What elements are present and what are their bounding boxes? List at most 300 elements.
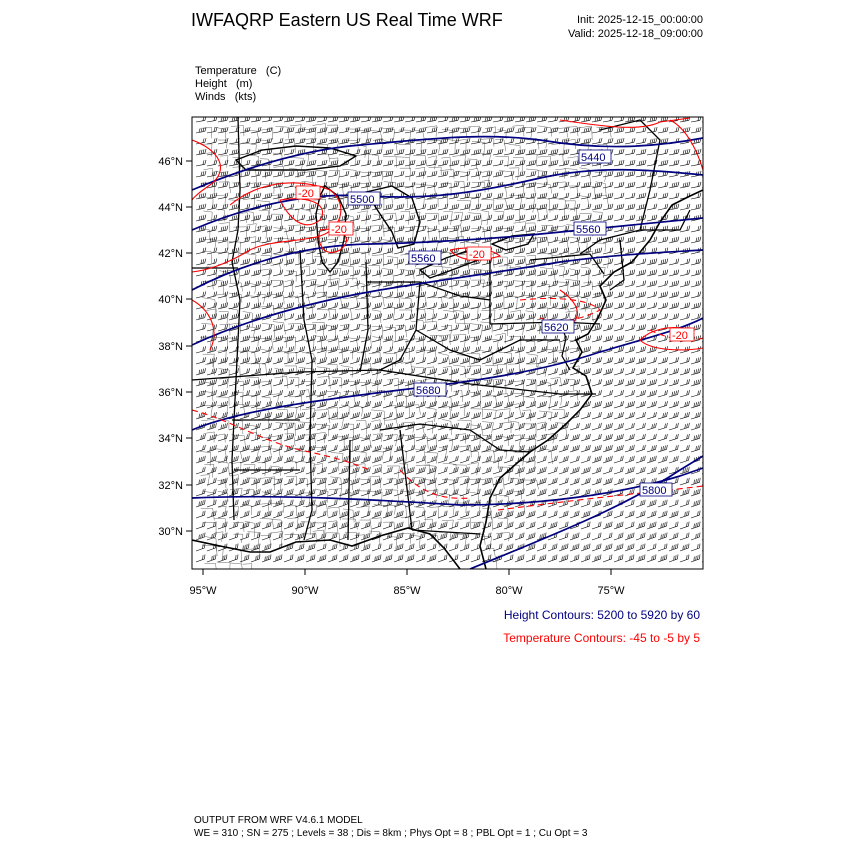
wind-barb [624, 313, 636, 320]
wind-barb [349, 401, 361, 408]
county-line [383, 522, 394, 530]
wind-barb [690, 368, 702, 375]
wind-barb [437, 226, 449, 232]
wind-barb [525, 149, 537, 155]
wind-barb [492, 160, 504, 166]
wind-barb [239, 215, 251, 221]
wind-barb [536, 456, 548, 463]
wind-barb [393, 291, 405, 298]
wind-barb [283, 171, 295, 177]
wind-barb [635, 357, 647, 364]
wind-barb [602, 204, 614, 210]
wind-barb [547, 160, 559, 166]
wind-barb [569, 467, 581, 474]
wind-barb [239, 379, 251, 386]
wind-barb [503, 456, 515, 463]
wind-barb [426, 478, 438, 485]
wind-barb [371, 412, 383, 419]
wind-barb [635, 127, 647, 133]
county-line [527, 354, 537, 367]
wind-barb [338, 127, 350, 133]
wind-barb [250, 357, 262, 364]
wind-barb [327, 346, 339, 353]
wind-barb [690, 390, 702, 397]
wind-barb [426, 302, 438, 309]
lon-label: 80°W [495, 585, 523, 597]
wind-barb [305, 544, 317, 551]
wind-barb [514, 248, 526, 254]
county-line [457, 420, 471, 433]
wind-barb [580, 215, 592, 221]
wind-barb [591, 544, 603, 551]
wind-barb [316, 160, 328, 166]
wind-barb [668, 434, 680, 441]
wind-barb [569, 280, 581, 287]
wind-barb [382, 313, 394, 320]
wind-barb [316, 401, 328, 408]
wind-barb [316, 390, 328, 397]
wind-barb [668, 149, 680, 155]
wind-barb [492, 280, 504, 287]
wind-barb [426, 291, 438, 298]
county-line [596, 182, 607, 197]
county-line [414, 507, 426, 521]
wind-barb [690, 204, 702, 210]
wind-barb [701, 500, 713, 507]
wind-barb [536, 127, 548, 133]
wind-barb [525, 171, 537, 177]
wind-barb [239, 500, 251, 507]
wind-barb [635, 324, 647, 331]
wind-barb [404, 291, 416, 298]
wind-barb [437, 456, 449, 463]
wind-barb [239, 390, 251, 397]
wind-barb [690, 270, 702, 276]
wind-barb [327, 478, 339, 485]
wind-barb [635, 445, 647, 452]
wind-barb [217, 248, 229, 254]
wind-barb [316, 456, 328, 463]
wind-barb [327, 489, 339, 496]
wind-barb [338, 500, 350, 507]
wind-barb [239, 357, 251, 364]
county-line [373, 451, 384, 460]
wind-barb [503, 357, 515, 364]
wind-barb [239, 456, 251, 463]
wind-barb [701, 533, 713, 540]
wind-barb [338, 412, 350, 419]
county-line [387, 479, 398, 489]
wind-barb [690, 237, 702, 243]
wind-barb [657, 259, 669, 265]
wind-barb [503, 127, 515, 133]
wind-barb [602, 533, 614, 540]
wind-barb [503, 423, 515, 430]
wind-barb [624, 291, 636, 298]
wind-barb [602, 390, 614, 397]
wind-barb [657, 379, 669, 386]
wind-barb [217, 467, 229, 474]
wind-barb [459, 434, 471, 441]
wind-barb [349, 500, 361, 507]
wind-barb [481, 500, 493, 507]
wind-barb [657, 160, 669, 166]
wind-barb [338, 379, 350, 386]
county-line [345, 278, 358, 289]
county-line [203, 211, 212, 222]
county-line [274, 228, 288, 239]
wind-barb [525, 478, 537, 485]
wind-barb [371, 434, 383, 441]
wind-barb [206, 445, 218, 452]
wind-barb [492, 215, 504, 221]
wind-barb [349, 489, 361, 496]
wind-barb [371, 127, 383, 133]
wind-barb [415, 204, 427, 210]
height-label: 5500 [350, 194, 375, 206]
county-line [289, 378, 299, 388]
wind-barb [580, 478, 592, 485]
county-line [481, 210, 489, 225]
wind-barb [591, 456, 603, 463]
wind-barb [404, 215, 416, 221]
wind-barb [525, 182, 537, 188]
wind-barb [382, 248, 394, 254]
county-line [498, 324, 508, 336]
wind-barb [470, 456, 482, 463]
wind-barb [272, 259, 284, 265]
wind-barb [228, 390, 240, 397]
wind-barb [349, 522, 361, 529]
wind-barb [668, 544, 680, 551]
wind-barb [250, 533, 262, 540]
wind-barb [668, 357, 680, 364]
wind-barb [569, 313, 581, 320]
wind-barb [382, 544, 394, 551]
wind-barb [360, 500, 372, 507]
wind-barb [360, 456, 372, 463]
wind-barb [382, 511, 394, 518]
wind-barb [613, 456, 625, 463]
county-line [215, 280, 224, 295]
wind-barb [426, 368, 438, 375]
wind-barb [580, 270, 592, 276]
wind-barb [305, 160, 317, 166]
wind-barb [448, 445, 460, 452]
wind-barb [679, 412, 691, 419]
wind-barb [503, 511, 515, 518]
wind-barb [591, 500, 603, 507]
wind-barb [283, 390, 295, 397]
wind-barb [437, 533, 449, 540]
wind-barb [613, 467, 625, 474]
wind-barb [393, 171, 405, 177]
county-line [372, 310, 381, 323]
wind-barb [679, 313, 691, 320]
wind-barb [536, 489, 548, 496]
wind-barb [558, 478, 570, 485]
wind-barb [580, 555, 592, 562]
county-line [288, 323, 301, 331]
wind-barb [206, 291, 218, 298]
wind-barb [371, 522, 383, 529]
wind-barb [437, 555, 449, 562]
wind-barb [261, 171, 273, 177]
wind-barb [371, 346, 383, 353]
wind-barb [536, 555, 548, 562]
wind-barb [668, 280, 680, 287]
wind-barb [448, 313, 460, 320]
wind-barb [283, 138, 295, 144]
wind-barb [657, 445, 669, 452]
wind-barb [635, 346, 647, 353]
wind-barb [657, 237, 669, 243]
county-line [369, 518, 381, 527]
wind-barb [514, 302, 526, 309]
wind-barb [217, 226, 229, 232]
wind-barb [635, 171, 647, 177]
wind-barb [668, 555, 680, 562]
wind-barb [657, 149, 669, 155]
wind-barb [558, 467, 570, 474]
wind-barb [250, 555, 262, 562]
wind-barb [514, 160, 526, 166]
wind-barb [558, 511, 570, 518]
county-line [245, 377, 259, 388]
wind-barb [459, 555, 471, 562]
wind-barb [371, 445, 383, 452]
wind-barb [195, 478, 207, 485]
wind-barb [272, 127, 284, 133]
county-line [271, 531, 283, 544]
wind-barb [613, 412, 625, 419]
county-line [234, 351, 248, 360]
wind-barb [393, 335, 405, 342]
wind-barb [591, 533, 603, 540]
wind-barb [536, 182, 548, 188]
wind-barb [624, 204, 636, 210]
wind-barb [668, 500, 680, 507]
wind-barb [624, 544, 636, 551]
wind-barb [294, 270, 306, 276]
wind-barb [514, 533, 526, 540]
wind-barb [679, 302, 691, 309]
wind-barb [360, 489, 372, 496]
wind-barb [294, 280, 306, 287]
county-line [537, 339, 548, 352]
county-line [425, 408, 436, 422]
wind-barb [349, 237, 361, 243]
wind-barb [646, 500, 658, 507]
wind-barb [195, 149, 207, 155]
wind-barb [338, 555, 350, 562]
wind-barb [580, 445, 592, 452]
county-line [200, 391, 213, 401]
wind-barb [426, 324, 438, 331]
wind-barb [492, 149, 504, 155]
county-line [416, 349, 425, 358]
wind-barb [558, 368, 570, 375]
wind-barb [679, 423, 691, 430]
wind-barb [635, 511, 647, 518]
wind-barb [206, 434, 218, 441]
wind-barb [635, 555, 647, 562]
wind-barb [239, 445, 251, 452]
county-line [354, 252, 365, 263]
wind-barb [646, 368, 658, 375]
wind-barb [635, 423, 647, 430]
height-label: 5560 [411, 253, 436, 265]
wind-barb [448, 204, 460, 210]
wind-barb [217, 390, 229, 397]
wind-barb [613, 335, 625, 342]
wind-barb [580, 237, 592, 243]
wind-barb [239, 138, 251, 144]
wind-barb [349, 357, 361, 364]
wind-barb [657, 204, 669, 210]
wind-barb [646, 412, 658, 419]
wind-barb [239, 346, 251, 353]
wind-barb [404, 160, 416, 166]
wind-barb [327, 160, 339, 166]
wind-barb [217, 511, 229, 518]
wind-barb [327, 533, 339, 540]
height-label: 5560 [576, 224, 601, 236]
county-line [481, 138, 494, 146]
wind-barb [624, 511, 636, 518]
wind-barb [228, 313, 240, 320]
wind-barb [360, 138, 372, 144]
wind-barb [547, 204, 559, 210]
wind-barb [195, 533, 207, 540]
wind-barb [646, 291, 658, 298]
wind-barb [349, 171, 361, 177]
wind-barb [657, 127, 669, 133]
wind-barb [349, 346, 361, 353]
county-line [341, 265, 354, 280]
wind-barb [481, 544, 493, 551]
wind-barb [305, 171, 317, 177]
wind-barb [481, 149, 493, 155]
wind-barb [569, 511, 581, 518]
wind-barb [536, 434, 548, 441]
wind-barb [558, 302, 570, 309]
wind-barb [217, 149, 229, 155]
wind-barb [646, 467, 658, 474]
wind-barb [459, 280, 471, 287]
model-output-line: OUTPUT FROM WRF V4.6.1 MODEL [194, 815, 363, 826]
wind-barb [305, 226, 317, 232]
county-line [509, 168, 519, 180]
county-line [316, 478, 326, 489]
wind-barb [646, 511, 658, 518]
wind-barb [569, 434, 581, 441]
wind-barb [327, 500, 339, 507]
wind-barb [547, 149, 559, 155]
wind-barb [239, 335, 251, 342]
county-line [513, 503, 525, 514]
wind-barb [657, 467, 669, 474]
wind-barb [195, 467, 207, 474]
wind-barb [250, 379, 262, 386]
wind-barb [195, 401, 207, 408]
wind-barb [294, 544, 306, 551]
wind-barb [690, 434, 702, 441]
wind-barb [349, 127, 361, 133]
wind-barb [371, 478, 383, 485]
county-line [579, 168, 590, 182]
county-line [315, 410, 330, 423]
wind-barb [305, 280, 317, 287]
wind-barb [580, 434, 592, 441]
wind-barb [503, 171, 515, 177]
county-line [218, 140, 227, 148]
wind-barb [239, 302, 251, 309]
wind-barb [437, 171, 449, 177]
county-line [455, 139, 466, 150]
wind-barb [547, 270, 559, 276]
wind-barb [272, 511, 284, 518]
wind-barb [283, 533, 295, 540]
county-line [469, 502, 480, 511]
wind-barb [481, 204, 493, 210]
wind-barb [206, 248, 218, 254]
wind-barb [415, 522, 427, 529]
wind-barb [316, 280, 328, 287]
wind-barb [459, 335, 471, 342]
wind-barb [635, 270, 647, 276]
wind-barb [459, 467, 471, 474]
wind-barb [206, 324, 218, 331]
wind-barb [206, 511, 218, 518]
wind-barb [492, 357, 504, 364]
wind-barb [338, 280, 350, 287]
wind-barb [206, 467, 218, 474]
wind-barb [437, 127, 449, 133]
temperature-contour-info: Temperature Contours: -45 to -5 by 5 [503, 631, 700, 645]
wind-barb [668, 270, 680, 276]
wind-barb [294, 357, 306, 364]
wind-barb [657, 533, 669, 540]
county-line [229, 475, 238, 486]
wind-barb [679, 555, 691, 562]
wind-barb [635, 379, 647, 386]
wind-barb [448, 324, 460, 331]
wind-barb [613, 215, 625, 221]
wind-barb [283, 335, 295, 342]
wind-barb [492, 335, 504, 342]
wind-barb [360, 478, 372, 485]
wind-barb [679, 270, 691, 276]
wind-barb [492, 291, 504, 298]
wind-barb [701, 544, 713, 551]
height-label: 5680 [416, 385, 441, 397]
wind-barb [261, 533, 273, 540]
wind-barb [492, 171, 504, 177]
wind-barb [514, 270, 526, 276]
wind-barb [657, 280, 669, 287]
wind-barb [701, 555, 713, 562]
wind-barb [591, 291, 603, 298]
wind-barb [415, 467, 427, 474]
wind-barb [217, 379, 229, 386]
wind-barb [635, 544, 647, 551]
county-line [328, 507, 341, 520]
county-line [453, 365, 466, 378]
wind-barb [206, 149, 218, 155]
wind-barb [492, 412, 504, 419]
wind-barb [338, 445, 350, 452]
